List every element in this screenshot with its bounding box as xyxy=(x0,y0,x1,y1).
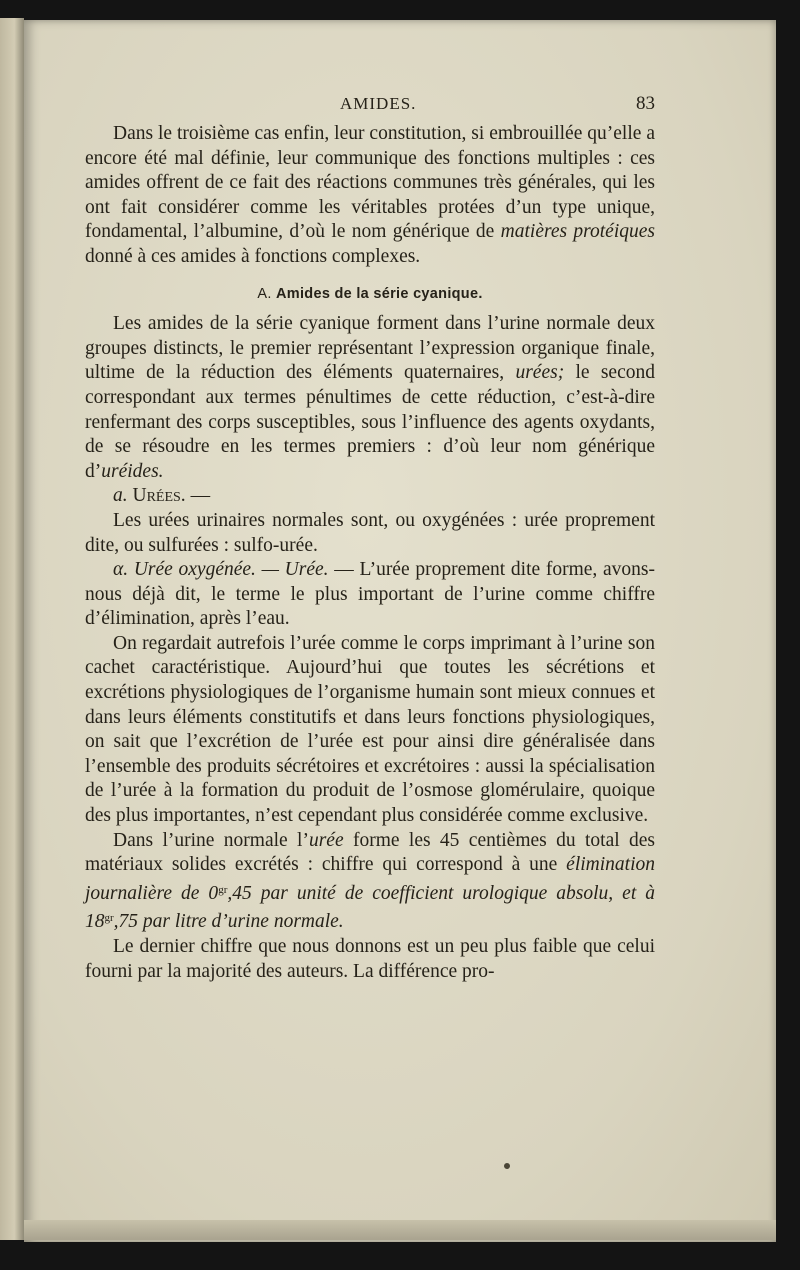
text-run: donné à ces amides à fonctions complexes. xyxy=(85,245,421,267)
text-run: le second correspondant aux termes pénultimes de cette réduction, c’est-à-dire renfermant des corps susceptibles, sous l’influence des agents oxydants, de se résoudre en les termes premiers : d’où leur nom générique d’ xyxy=(85,362,655,482)
text-run: forme les 45 centièmes du total des matériaux solides excrétés : chiffre qui correspond à une xyxy=(85,829,655,876)
running-head xyxy=(85,92,655,122)
italic-run: uréides. xyxy=(101,460,164,482)
section-heading xyxy=(85,282,655,307)
text-run: — L’urée proprement dite forme, avons-nous déjà dit, le terme le plus important de l’urine comme chiffre d’élimination, après l’eau. xyxy=(85,559,656,630)
italic-run: urée xyxy=(308,829,344,851)
running-title: AMIDES. xyxy=(340,94,417,113)
paragraph-7: Le dernier chiffre que nous donnons est un peu plus faible que celui fourni par la majorité des auteurs. La différence pro- xyxy=(85,936,655,982)
page-number: 83 xyxy=(636,93,655,114)
subheading-title: Urées. xyxy=(132,485,186,507)
facing-page-edge xyxy=(0,18,24,1240)
italic-run: urées; xyxy=(515,362,565,384)
subheading-letter: a. xyxy=(113,485,128,507)
section-title: Amides de la série cyanique. xyxy=(276,285,483,302)
italic-run: ,75 par litre d’urine normale. xyxy=(113,911,344,933)
paragraph-4 xyxy=(85,558,655,632)
page-content xyxy=(85,92,655,984)
page-bottom-edge xyxy=(24,1220,776,1240)
paragraph-1 xyxy=(85,122,655,270)
paragraph-3: Les urées urinaires normales sont, ou oxygénées : urée proprement dite, ou sulfurées : sulfo-urée. xyxy=(85,509,655,556)
italic-run: ,45 par unité de coefficient urologique absolu, et à 18 xyxy=(85,882,655,933)
text-run: Dans l’urine normale l’ xyxy=(113,829,309,851)
text-run: Les amides de la série cyanique forment dans l’urine normale deux groupes distincts, le premier représentant l’expression organique finale, ultime de la réduction des éléments quaternaires, xyxy=(85,313,655,384)
paragraph-2 xyxy=(85,312,655,484)
subheading-urees xyxy=(85,484,655,509)
ink-speck xyxy=(504,1163,510,1169)
section-letter: A. xyxy=(257,285,272,302)
italic-run: élimination journalière de 0 xyxy=(85,854,655,904)
paragraph-5: On regardait autrefois l’urée comme le corps imprimant à l’urine son cachet caractéristique. Aujourd’hui que toutes les sécrétions et excrétions physiologiques de l’organisme humain sont mieux connues et dans leurs éléments constitutifs et dans leurs fonctions physiologiques, on sait que l’excrétion de l’urée est pour ainsi dire généralisée dans l’ensemble des produits sécrétoires et excrétoires : aussi la spécialisation de l’urée à la formation du produit de l’osmose glomérulaire, quoique des plus importantes, n’est cependant plus considérée comme exclusive. xyxy=(85,632,655,827)
paragraph-6 xyxy=(85,829,655,935)
superscript: gr xyxy=(218,883,228,896)
superscript: gr xyxy=(104,912,114,925)
text-run: Dans le troisième cas enfin, leur constitution, si embrouillée qu’elle a encore été mal définie, leur communique des fonctions multiples : ces amides offrent de ce fait des réactions communes très générales, qui les ont fait considérer comme les véritables protées d’un type unique, fondamental, l’albumine, d’où le nom générique de xyxy=(85,123,655,243)
italic-run: matières protéiques xyxy=(500,221,656,243)
italic-run: α. Urée oxygénée. — Urée. xyxy=(113,559,329,581)
subheading-dash: — xyxy=(185,485,211,507)
